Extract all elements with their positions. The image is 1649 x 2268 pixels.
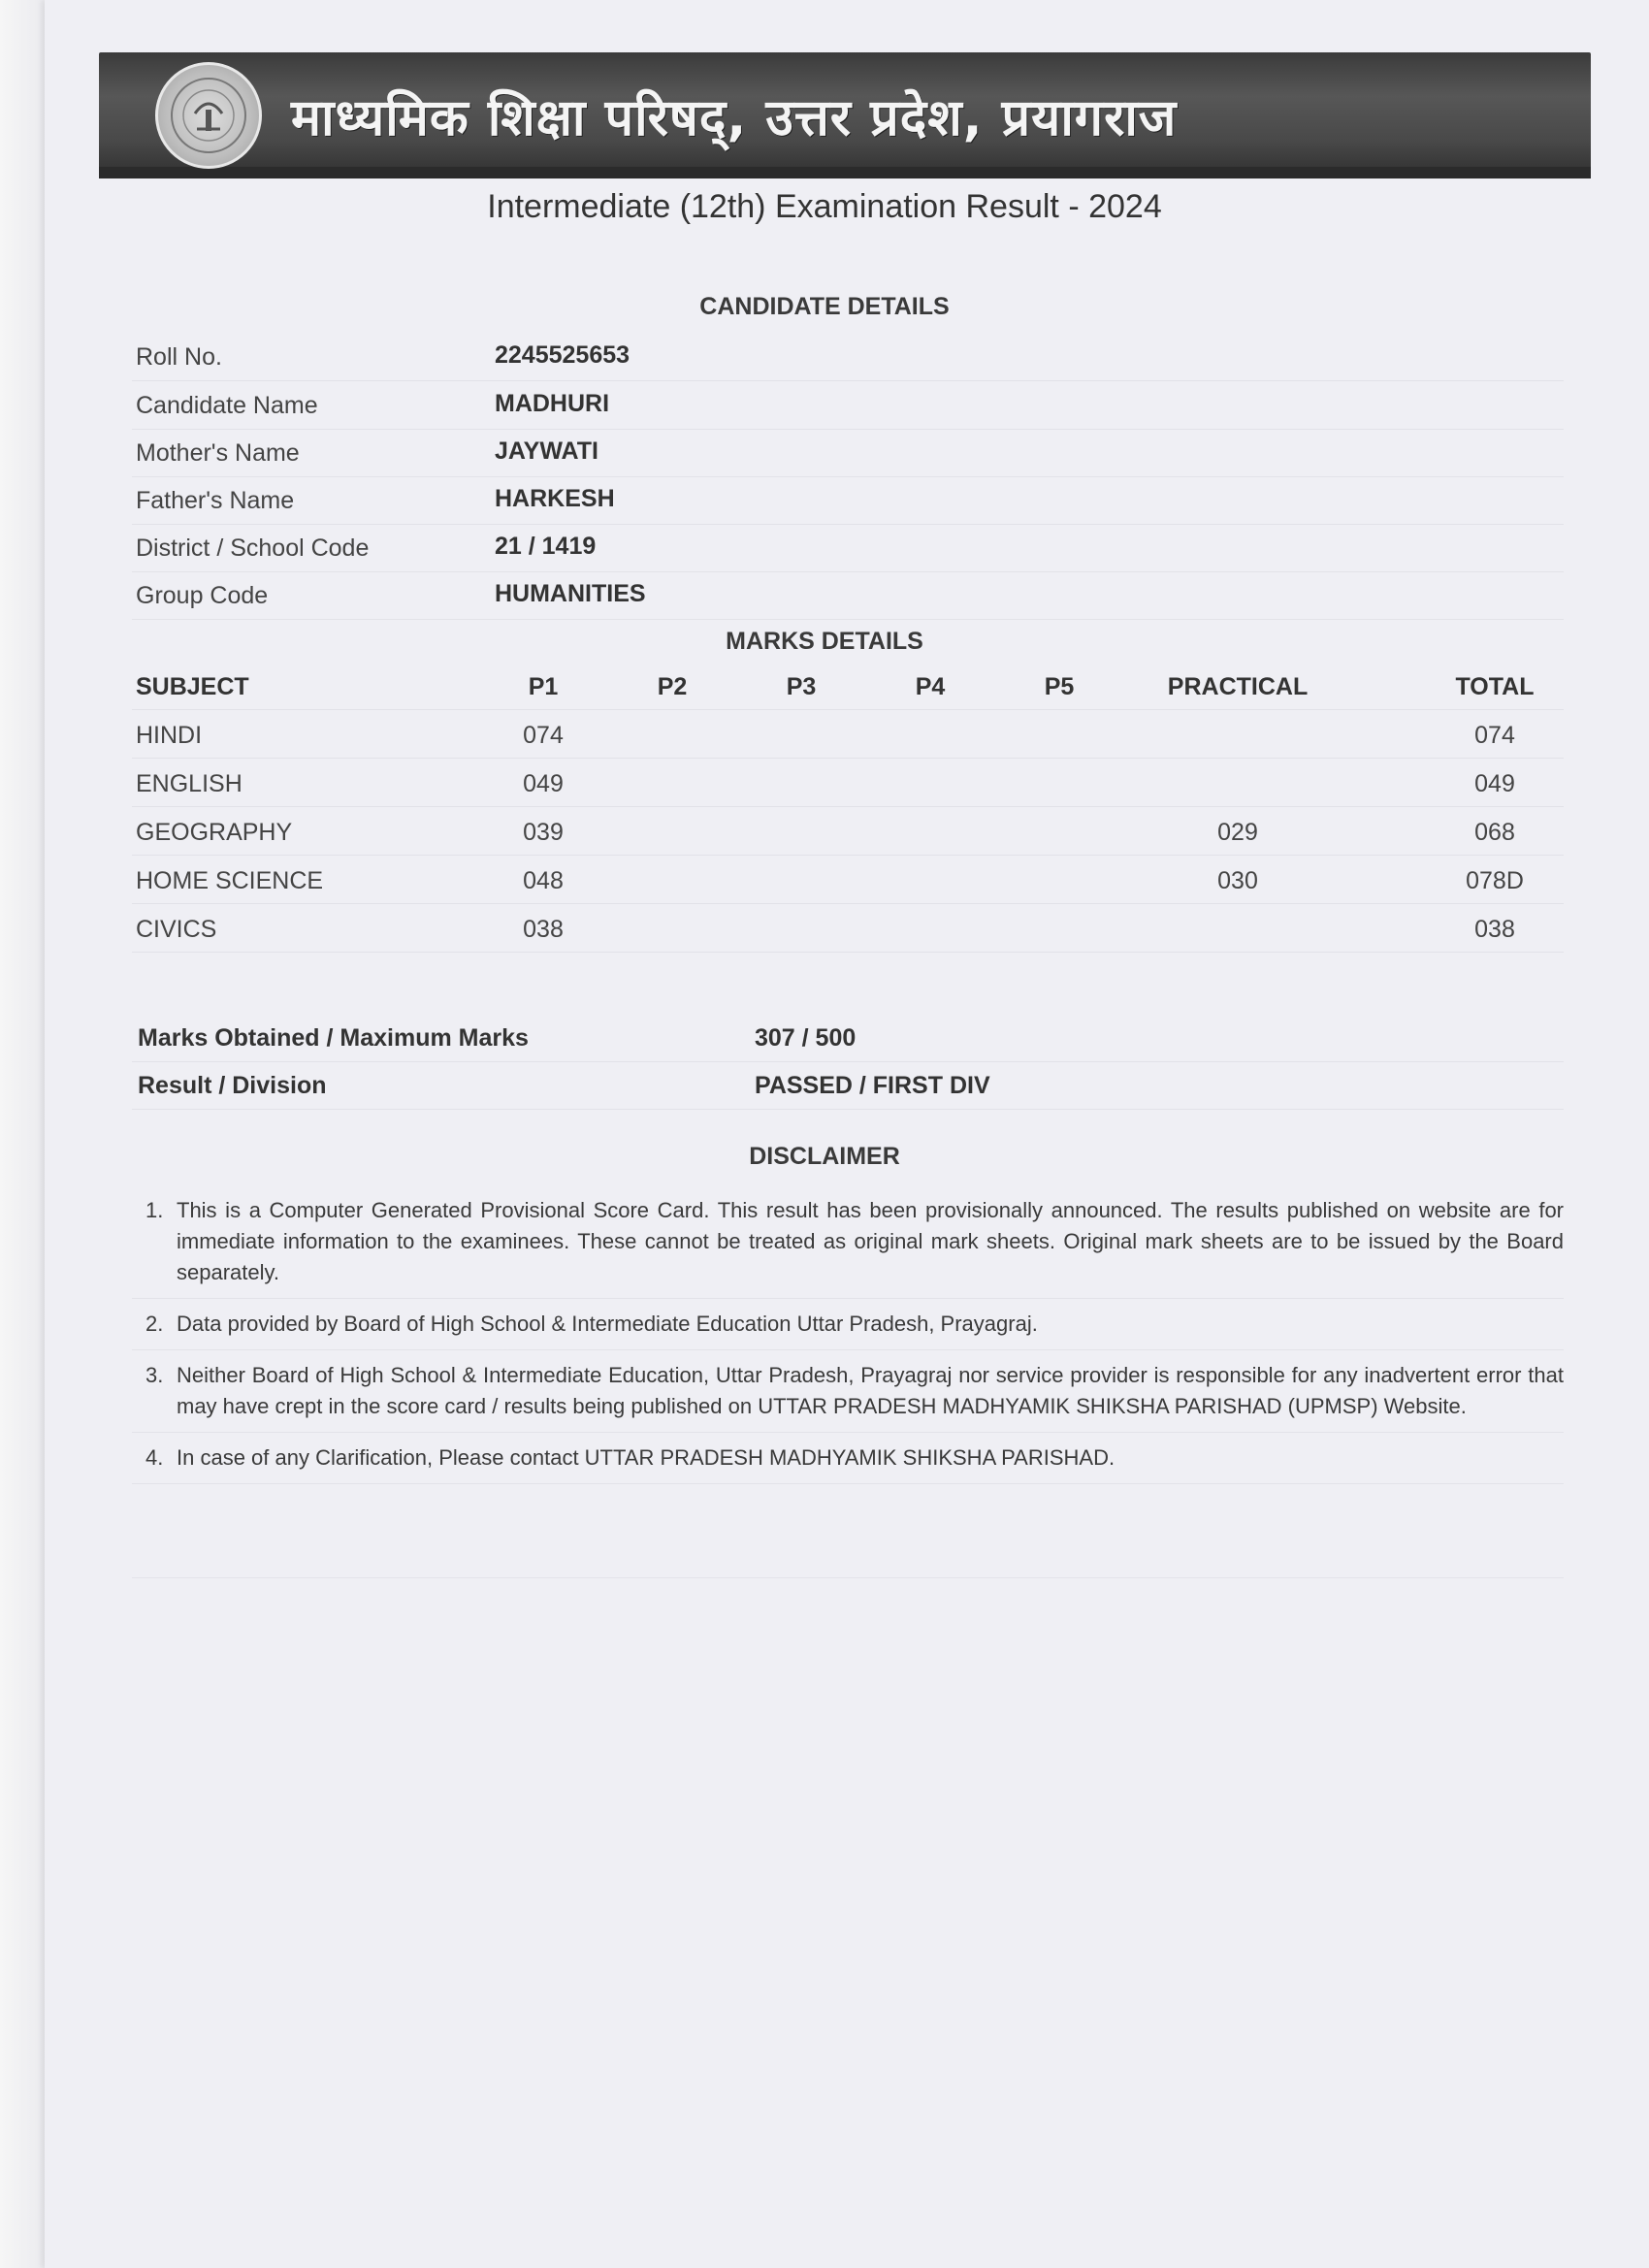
marks-table <box>132 662 1564 953</box>
candidate-row-father <box>132 475 1564 525</box>
disclaimer-list <box>132 1191 1564 1490</box>
exam-title: Intermediate (12th) Examination Result - 2024 <box>487 188 1162 225</box>
table-row <box>132 759 1564 807</box>
disclaimer-number: 1. <box>146 1198 164 1222</box>
candidate-row-name <box>132 380 1564 430</box>
candidate-row-district <box>132 523 1564 572</box>
cell-subject: CIVICS <box>136 916 217 943</box>
cell-p1: 038 <box>523 916 564 943</box>
candidate-row-label: Father's Name <box>136 487 295 514</box>
cell-total: 074 <box>1474 722 1515 749</box>
list-item <box>132 1191 1564 1299</box>
cell-p1: 049 <box>523 770 564 797</box>
cell-subject: ENGLISH <box>136 770 242 797</box>
table-row <box>132 807 1564 856</box>
cell-p1: 048 <box>523 867 564 894</box>
result-division-label: Result / Division <box>138 1072 327 1099</box>
candidate-row-label: Candidate Name <box>136 392 318 419</box>
cell-subject: GEOGRAPHY <box>136 819 293 846</box>
bottom-divider <box>132 1577 1564 1578</box>
scan-edge <box>0 0 45 2268</box>
candidate-row-mother <box>132 428 1564 477</box>
disclaimer-text: Data provided by Board of High School & Intermediate Education Uttar Pradesh, Prayagraj. <box>177 1312 1038 1336</box>
result-division-row <box>132 1062 1564 1110</box>
col-subject: SUBJECT <box>136 673 249 700</box>
disclaimer-number: 3. <box>146 1363 164 1387</box>
col-p5: P5 <box>1044 673 1075 700</box>
board-title: माध्यमिक शिक्षा परिषद्, उत्तर प्रदेश, प्रयागराज <box>291 89 1178 147</box>
candidate-row-roll <box>132 332 1564 381</box>
marks-header-row <box>132 662 1564 710</box>
candidate-row-value: JAYWATI <box>495 437 598 465</box>
col-p2: P2 <box>657 673 688 700</box>
marks-obtained-value: 307 / 500 <box>755 1024 857 1052</box>
table-row <box>132 710 1564 759</box>
result-division-value: PASSED / FIRST DIV <box>755 1072 990 1099</box>
table-row <box>132 856 1564 904</box>
cell-p1: 074 <box>523 722 564 749</box>
col-p3: P3 <box>786 673 817 700</box>
disclaimer-text: This is a Computer Generated Provisional Score Card. This result has been provisionally announced. The results published on website are for immediate information to the examinees. These cannot be treated as original mark sheets. Original mark sheets are to be issued by the Board separately. <box>177 1198 1564 1284</box>
col-p4: P4 <box>915 673 946 700</box>
candidate-row-group <box>132 570 1564 620</box>
cell-subject: HOME SCIENCE <box>136 867 324 894</box>
marks-obtained-label: Marks Obtained / Maximum Marks <box>138 1024 529 1052</box>
candidate-row-value: 21 / 1419 <box>495 533 597 560</box>
list-item <box>132 1356 1564 1433</box>
list-item <box>132 1439 1564 1484</box>
candidate-row-label: Roll No. <box>136 343 222 371</box>
cell-practical: 029 <box>1217 819 1258 846</box>
candidate-row-value: 2245525653 <box>495 341 630 369</box>
col-practical: PRACTICAL <box>1167 673 1309 700</box>
disclaimer-text: Neither Board of High School & Intermediate Education, Uttar Pradesh, Prayagraj nor service provider is responsible for any inadvertent error that may have crept in the score card / results being published on UTTAR PRADESH MADHYAMIK SHIKSHA PARISHAD (UPMSP) Website. <box>177 1363 1564 1418</box>
list-item <box>132 1305 1564 1350</box>
candidate-details-heading: CANDIDATE DETAILS <box>699 293 950 320</box>
disclaimer-text: In case of any Clarification, Please contact UTTAR PRADESH MADHYAMIK SHIKSHA PARISHAD. <box>177 1445 1116 1470</box>
marks-obtained-row <box>132 1015 1564 1062</box>
candidate-row-value: HUMANITIES <box>495 580 646 607</box>
marks-details-heading: MARKS DETAILS <box>726 628 923 655</box>
board-emblem-icon <box>155 62 262 169</box>
candidate-row-value: MADHURI <box>495 390 610 417</box>
candidate-row-label: Group Code <box>136 582 269 609</box>
candidate-row-label: Mother's Name <box>136 439 300 467</box>
disclaimer-number: 2. <box>146 1312 164 1336</box>
cell-p1: 039 <box>523 819 564 846</box>
candidate-row-label: District / School Code <box>136 535 370 562</box>
cell-total: 078D <box>1466 867 1524 894</box>
disclaimer-heading: DISCLAIMER <box>749 1143 900 1170</box>
cell-total: 068 <box>1474 819 1515 846</box>
col-total: TOTAL <box>1455 673 1535 700</box>
col-p1: P1 <box>528 673 559 700</box>
cell-total: 049 <box>1474 770 1515 797</box>
candidate-row-value: HARKESH <box>495 485 615 512</box>
cell-total: 038 <box>1474 916 1515 943</box>
disclaimer-number: 4. <box>146 1445 164 1470</box>
table-row <box>132 904 1564 953</box>
cell-practical: 030 <box>1217 867 1258 894</box>
header-strip <box>99 167 1591 178</box>
cell-subject: HINDI <box>136 722 203 749</box>
